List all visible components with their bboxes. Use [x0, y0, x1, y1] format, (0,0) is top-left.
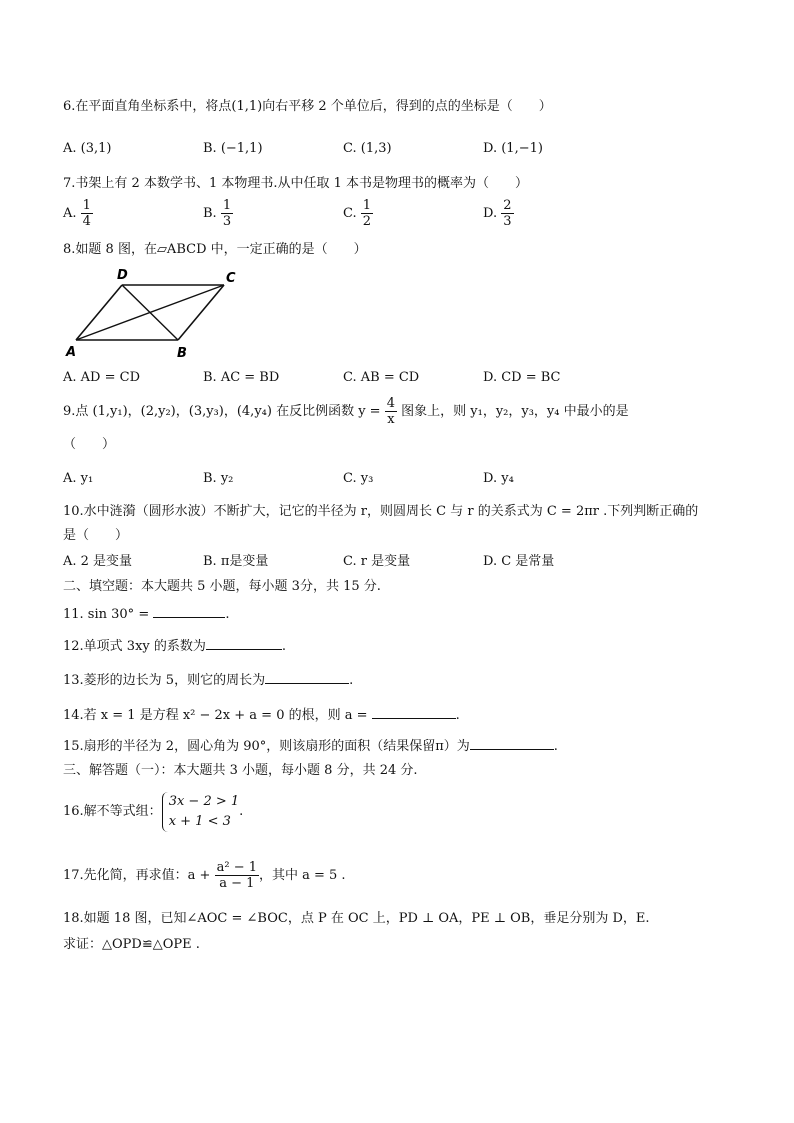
q10-option-c: C. r 是变量	[343, 554, 411, 569]
label-a: A	[66, 345, 77, 360]
q9-stem-part-b: 图象上，则 y₁，y₂，y₃，y₄ 中最小的是	[397, 404, 629, 419]
q7-option-d	[483, 198, 514, 229]
q14-answer-blank[interactable]	[372, 705, 456, 719]
q6-option-a: A. (3,1)	[63, 141, 112, 156]
q17-text-a: 17.先化简，再求值：a +	[63, 868, 215, 883]
q14-end: .	[455, 708, 460, 723]
q10-option-b: B. π是变量	[203, 554, 269, 569]
q6-option-d: D. (1,−1)	[483, 141, 543, 156]
q9-fraction	[385, 396, 397, 427]
q16-text: 16.解不等式组：	[63, 804, 162, 819]
q9-option-b: B. y₂	[203, 471, 234, 486]
q11-text: 11. sin 30° =	[63, 607, 154, 622]
q7-a-numerator: 1	[82, 198, 91, 213]
q7-option-d-letter: D.	[483, 206, 498, 221]
section-3-heading: 三、解答题（一）：本大题共 3 小题，每小题 8 分，共 24 分.	[63, 763, 418, 778]
q7-c-numerator: 1	[362, 198, 372, 213]
q8-option-d: D. CD = BC	[483, 370, 561, 385]
label-b: B	[177, 346, 187, 361]
q8-option-b: B. AC = BD	[203, 370, 280, 385]
q7-option-c-fraction	[361, 198, 373, 229]
q7-option-a-letter: A.	[63, 206, 77, 221]
question-17	[63, 856, 346, 896]
q9-option-c: C. y₃	[343, 471, 374, 486]
q7-a-denominator: 4	[82, 214, 91, 229]
question-15	[63, 736, 558, 756]
q16-inequality-2: x + 1 < 3	[168, 813, 231, 829]
q12-answer-blank[interactable]	[206, 636, 282, 650]
parallelogram-figure	[60, 262, 250, 362]
q13-end: .	[349, 673, 354, 688]
q9-denominator: x	[387, 412, 395, 427]
question-16	[63, 790, 243, 834]
diagonal-bd	[122, 285, 178, 340]
q13-answer-blank[interactable]	[265, 670, 349, 684]
q17-text-b: ，其中 a = 5 .	[258, 868, 346, 883]
q17-fraction	[215, 860, 259, 891]
q10-option-d: D. C 是常量	[483, 554, 555, 569]
question-8-stem: 8.如题 8 图，在▱ABCD 中，一定正确的是（ ）	[63, 242, 367, 257]
q9-numerator: 4	[386, 396, 395, 411]
q9-option-a: A. y₁	[63, 471, 94, 486]
q15-text: 15.扇形的半径为 2，圆心角为 90°，则该扇形的面积（结果保留π）为	[63, 739, 470, 754]
q16-end: .	[239, 804, 244, 819]
label-d: D	[117, 268, 128, 283]
q12-end: .	[281, 639, 287, 654]
question-14	[63, 705, 460, 725]
q7-option-b-fraction	[221, 198, 233, 229]
q7-d-numerator: 2	[503, 198, 512, 213]
q7-option-b	[203, 198, 233, 229]
q15-answer-blank[interactable]	[470, 736, 554, 750]
q11-end: .	[225, 607, 230, 622]
q11-answer-blank[interactable]	[153, 604, 225, 618]
question-9-stem	[63, 396, 629, 427]
q17-denominator: a − 1	[219, 876, 255, 891]
q7-c-denominator: 2	[362, 214, 372, 229]
q7-b-numerator: 1	[222, 198, 232, 213]
q17-numerator: a² − 1	[216, 860, 257, 875]
q6-option-c: C. (1,3)	[343, 141, 392, 156]
q7-option-a-fraction	[81, 198, 93, 229]
label-c: C	[226, 271, 236, 286]
question-6-stem: 6.在平面直角坐标系中，将点(1,1)向右平移 2 个单位后，得到的点的坐标是（ ）	[63, 99, 552, 114]
q15-end: .	[553, 739, 558, 754]
q13-text: 13.菱形的边长为 5，则它的周长为	[63, 673, 266, 688]
question-18-line-1: 18.如题 18 图，已知∠AOC = ∠BOC，点 P 在 OC 上，PD ⊥ OA，PE ⊥ OB，垂足分别为 D，E.	[63, 911, 650, 926]
question-13	[63, 670, 353, 690]
q9-option-d: D. y₄	[483, 471, 514, 486]
q7-option-b-letter: B.	[203, 206, 217, 221]
q7-d-denominator: 3	[503, 214, 512, 229]
q9-stem-part-c: （ ）	[63, 437, 116, 452]
q6-option-b: B. (−1,1)	[203, 141, 263, 156]
q9-stem-part-a: 9.点 (1,y₁)，(2,y₂)，(3,y₃)，(4,y₄) 在反比例函数 y =	[63, 404, 385, 419]
q8-option-c: C. AB = CD	[343, 370, 420, 385]
q14-text: 14.若 x = 1 是方程 x² − 2x + a = 0 的根，则 a =	[63, 708, 372, 723]
question-11	[63, 604, 229, 624]
q7-option-c	[343, 198, 373, 229]
question-7-stem: 7.书架上有 2 本数学书、1 本物理书.从中任取 1 本书是物理书的概率为（ ）	[63, 176, 529, 191]
q7-b-denominator: 3	[222, 214, 232, 229]
q8-option-a: A. AD = CD	[63, 370, 140, 385]
question-10-stem-cont: 是（ ）	[63, 528, 129, 543]
q7-option-d-fraction	[501, 198, 513, 229]
section-2-heading: 二、填空题：本大题共 5 小题，每小题 3分，共 15 分.	[63, 579, 381, 594]
q16-inequality-system	[162, 792, 239, 832]
q16-inequality-1: 3x − 2 > 1	[168, 793, 240, 809]
q7-option-a	[63, 198, 93, 229]
q10-option-a: A. 2 是变量	[63, 554, 133, 569]
question-10-stem: 10.水中涟漪（圆形水波）不断扩大，记它的半径为 r，则圆周长 C 与 r 的关系式为 C = 2πr .下列判断正确的	[63, 504, 699, 519]
q7-option-c-letter: C.	[343, 206, 357, 221]
question-12	[63, 636, 286, 656]
question-18-line-2: 求证：△OPD≌△OPE .	[63, 937, 200, 952]
q12-text: 12.单项式 3xy 的系数为	[63, 639, 206, 654]
